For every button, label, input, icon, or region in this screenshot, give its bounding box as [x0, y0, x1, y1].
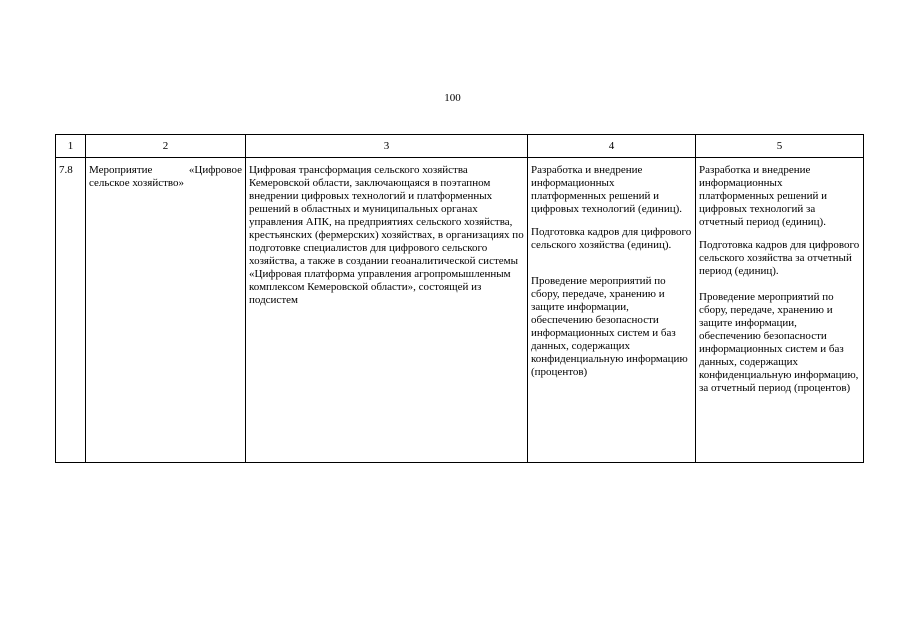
- method-item: Проведение мероприятий по сбору, передаче, хранению и защите информации, обеспечению безопасности информационных систем и баз данных, содержащих конфиденциальную информацию, за отчетный период (процентов): [699, 291, 859, 394]
- header-col-5: 5: [696, 135, 864, 158]
- header-col-4: 4: [528, 135, 696, 158]
- row-indicators: [528, 158, 696, 463]
- page-number: 100: [444, 92, 461, 104]
- method-item: Подготовка кадров для цифрового сельского хозяйства за отчетный период (единиц).: [699, 239, 860, 277]
- row-number: 7.8: [56, 158, 86, 463]
- row-event-name: Мероприятие «Цифровое сельское хозяйство»: [86, 158, 246, 463]
- table-header-row: [56, 135, 864, 158]
- header-col-3: 3: [246, 135, 528, 158]
- header-col-2: 2: [86, 135, 246, 158]
- row-description: Цифровая трансформация сельского хозяйства Кемеровской области, заключающаяся в поэтапном внедрении цифровых технологий и платформенных решений в областных и муниципальных органах управления АПК, на предприятиях сельского хозяйства, крестьянских (фермерских) хозяйствах, в организациях по подготовке специалистов для цифрового сельского хозяйства, а также в создании геоаналитической системы «Цифровая платформа управления агропромышленным комплексом Кемеровской области», состоящей из подсистем: [246, 158, 528, 463]
- table-row: [56, 158, 864, 463]
- indicator-item: Подготовка кадров для цифрового сельского хозяйства (единиц).: [531, 226, 692, 251]
- method-item: Разработка и внедрение информационных платформенных решений и цифровых технологий за отчетный период (единиц).: [699, 164, 828, 228]
- header-col-1: 1: [56, 135, 86, 158]
- document-table: [55, 134, 864, 463]
- row-methods: [696, 158, 864, 463]
- indicator-item: Проведение мероприятий по сбору, передаче, хранению и защите информации, обеспечению безопасности информационных систем и баз данных, содержащих конфиденциальную информацию (процентов): [531, 275, 688, 378]
- indicator-item: Разработка и внедрение информационных платформенных решений и цифровых технологий (единиц).: [531, 164, 683, 215]
